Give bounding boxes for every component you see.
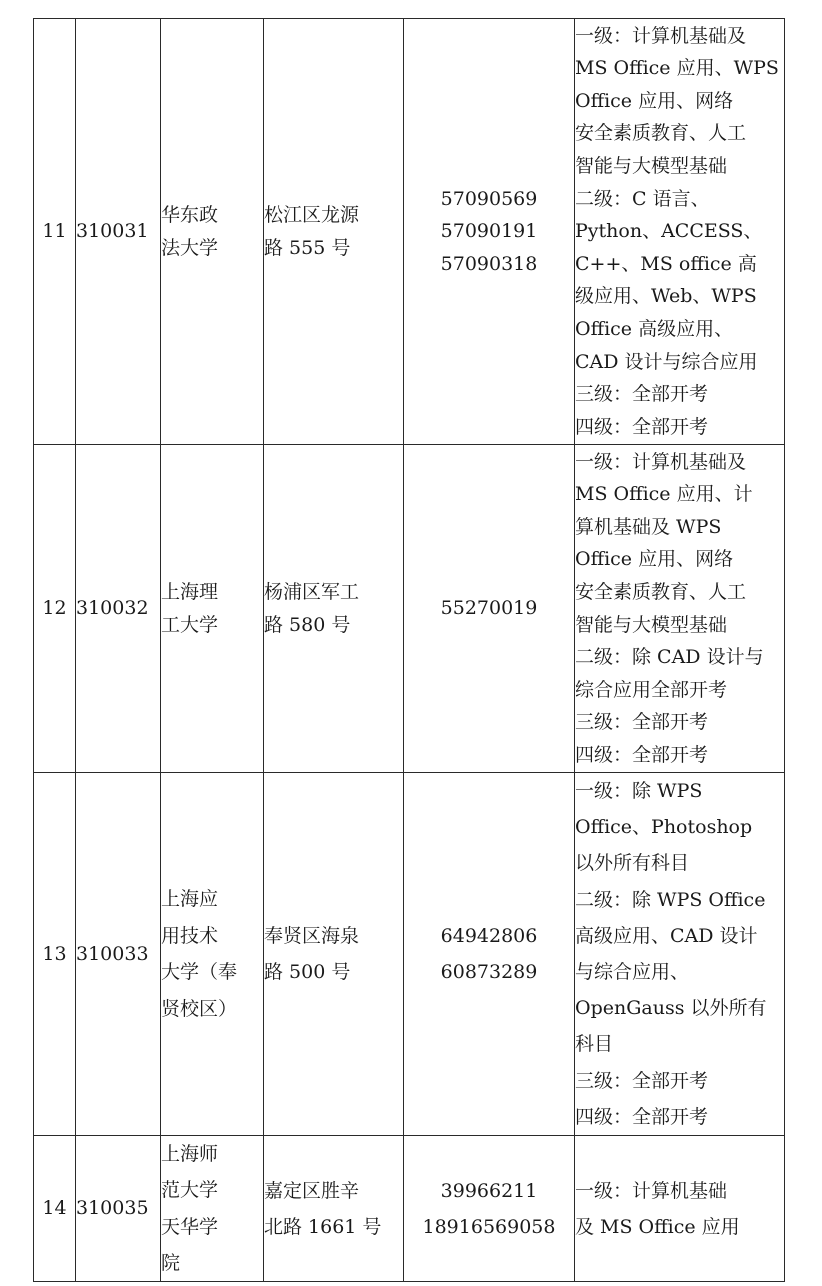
- exam-subject-line: Python、ACCESS、: [575, 220, 763, 243]
- row-number-cell: [34, 1136, 76, 1282]
- exam-subject-line: OpenGauss 以外所有: [575, 997, 767, 1020]
- site-name-line: 贤校区）: [161, 997, 238, 1020]
- site-code: 310031: [76, 220, 149, 243]
- exam-subject-line: Office、Photoshop: [575, 816, 753, 839]
- phone-number: 57090569: [440, 187, 538, 210]
- exam-subject-line: C++、MS office 高: [575, 252, 757, 275]
- site-name-cell: [161, 19, 264, 445]
- exam-subject-line: 一级：计算机基础: [575, 1179, 728, 1202]
- site-name-line: 法大学: [161, 236, 219, 259]
- exam-subject-line: 及 MS Office 应用: [575, 1215, 740, 1238]
- site-name-line: 工大学: [161, 613, 219, 636]
- exam-subject-line: 二级：除 CAD 设计与: [575, 646, 764, 669]
- table-row: [34, 19, 785, 445]
- site-address-line: 路 500 号: [264, 961, 351, 984]
- site-code-cell: [76, 773, 161, 1136]
- exam-subject-line: 一级：除 WPS: [575, 780, 703, 802]
- exam-subject-line: 二级：除 WPS Office: [575, 888, 766, 911]
- exam-subject-line: MS Office 应用、WPS: [575, 57, 779, 80]
- site-name-cell: [161, 773, 264, 1136]
- exam-subject-line: 三级：全部开考: [575, 383, 709, 406]
- exam-subject-line: 一级：计算机基础及: [575, 24, 747, 47]
- exam-subject-line: 三级：全部开考: [575, 1069, 709, 1092]
- table-body: [34, 19, 785, 1282]
- phone-number: 55270019: [440, 597, 538, 620]
- site-code-cell: [76, 19, 161, 445]
- site-address-cell: [264, 19, 404, 445]
- exam-subject-line: Office 应用、网络: [575, 548, 734, 571]
- phone-number: 57090318: [440, 252, 538, 275]
- site-address-line: 奉贤区海泉: [264, 925, 360, 948]
- row-number: 12: [42, 597, 67, 620]
- row-number-cell: [34, 19, 76, 445]
- exam-subject-line: 四级：全部开考: [575, 415, 709, 438]
- site-code-cell: [76, 445, 161, 773]
- site-name-line: 范大学: [161, 1179, 219, 1202]
- phone-number: 18916569058: [422, 1215, 556, 1238]
- site-address-line: 嘉定区胜辛: [264, 1179, 360, 1202]
- exam-subject-line: CAD 设计与综合应用: [575, 350, 758, 373]
- site-name-line: 华东政: [161, 203, 219, 226]
- exam-subject-line: 四级：全部开考: [575, 1105, 709, 1128]
- exam-subject-line: 安全素质教育、人工: [575, 122, 747, 145]
- site-name-line: 院: [161, 1251, 181, 1274]
- site-phone-cell: [404, 19, 575, 445]
- site-code: 310033: [76, 942, 149, 965]
- site-phone-cell: [404, 773, 575, 1136]
- site-address-line: 杨浦区军工: [264, 580, 360, 603]
- site-name-line: 用技术: [161, 924, 219, 947]
- site-phone-cell: [404, 445, 575, 773]
- exam-subjects-cell: [575, 773, 785, 1136]
- exam-subject-line: 科目: [575, 1033, 614, 1056]
- site-code-cell: [76, 1136, 161, 1282]
- exam-subject-line: 四级：全部开考: [575, 743, 709, 766]
- phone-number: 64942806: [440, 925, 538, 948]
- exam-subject-line: 智能与大模型基础: [575, 613, 728, 636]
- site-name-cell: [161, 1136, 264, 1282]
- site-address-cell: [264, 445, 404, 773]
- exam-subject-line: 二级：C 语言、: [575, 187, 710, 210]
- site-code: 310035: [76, 1197, 149, 1220]
- site-address-cell: [264, 773, 404, 1136]
- exam-subject-line: MS Office 应用、计: [575, 483, 753, 506]
- site-name-line: 上海应: [161, 888, 219, 911]
- exam-subject-line: 一级：计算机基础及: [575, 450, 747, 473]
- site-name-line: 上海理: [161, 580, 219, 603]
- exam-subject-line: Office 应用、网络: [575, 89, 734, 112]
- phone-number: 57090191: [440, 220, 538, 243]
- exam-subjects-cell: [575, 445, 785, 773]
- row-number-cell: [34, 773, 76, 1136]
- exam-subject-line: 三级：全部开考: [575, 711, 709, 734]
- exam-subject-line: 级应用、Web、WPS: [575, 285, 757, 308]
- exam-sites-table: [33, 18, 785, 1282]
- site-name-line: 天华学: [161, 1215, 219, 1238]
- table-row: [34, 445, 785, 773]
- exam-subjects-cell: [575, 1136, 785, 1282]
- exam-subject-line: 以外所有科目: [575, 852, 690, 875]
- exam-subject-line: 高级应用、CAD 设计: [575, 924, 758, 947]
- site-address-line: 路 555 号: [264, 236, 351, 259]
- table-row: [34, 1136, 785, 1282]
- site-code: 310032: [76, 597, 149, 620]
- site-name-cell: [161, 445, 264, 773]
- exam-subjects-cell: [575, 19, 785, 445]
- exam-subject-line: 与综合应用、: [575, 961, 690, 984]
- site-name-line: 大学（奉: [161, 961, 238, 984]
- exam-subject-line: Office 高级应用、: [575, 317, 734, 340]
- site-address-line: 路 580 号: [264, 613, 351, 636]
- row-number: 11: [42, 220, 67, 243]
- row-number: 14: [42, 1197, 67, 1220]
- exam-subject-line: 智能与大模型基础: [575, 155, 728, 178]
- phone-number: 60873289: [440, 961, 538, 984]
- row-number-cell: [34, 445, 76, 773]
- site-address-line: 松江区龙源: [264, 203, 360, 226]
- row-number: 13: [42, 942, 67, 965]
- site-name-line: 上海师: [161, 1143, 219, 1166]
- exam-subject-line: 安全素质教育、人工: [575, 580, 747, 603]
- exam-subject-line: 综合应用全部开考: [575, 678, 728, 701]
- exam-subject-line: 算机基础及 WPS: [575, 515, 722, 538]
- site-phone-cell: [404, 1136, 575, 1282]
- phone-number: 39966211: [440, 1179, 538, 1202]
- site-address-cell: [264, 1136, 404, 1282]
- site-address-line: 北路 1661 号: [264, 1215, 382, 1238]
- table-row: [34, 773, 785, 1136]
